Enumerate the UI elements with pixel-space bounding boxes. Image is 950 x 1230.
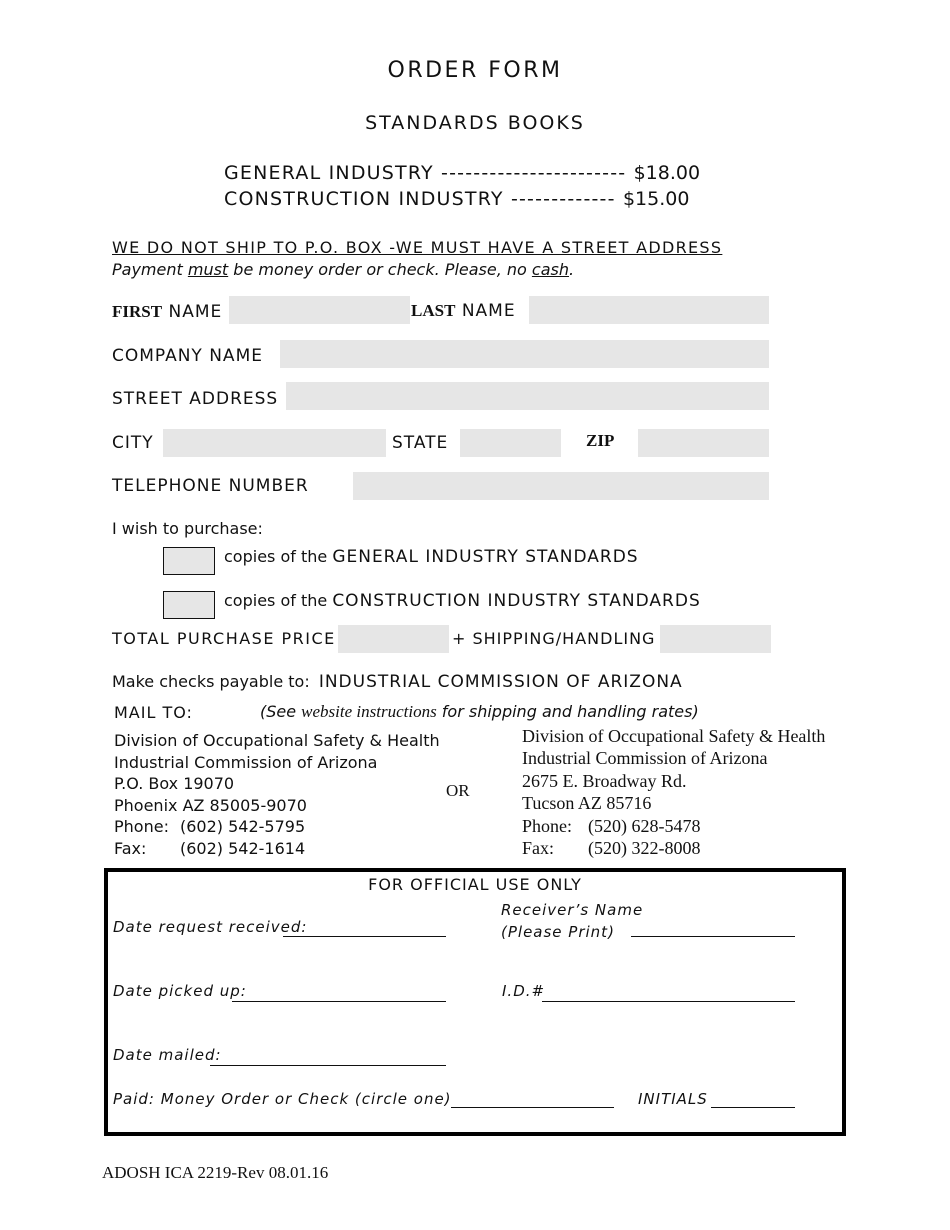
address-line: Industrial Commission of Arizona (522, 748, 768, 769)
date-picked-up-label: Date picked up: (113, 982, 247, 1000)
official-use-title: FOR OFFICIAL USE ONLY (368, 875, 582, 894)
shipping-handling-input[interactable] (660, 625, 771, 653)
total-price-input[interactable] (338, 625, 449, 653)
payable-label: Make checks payable to: (112, 672, 310, 691)
paid-label: Paid: Money Order or Check (circle one) (113, 1090, 452, 1108)
see-text: for shipping and handling rates) (436, 702, 699, 721)
zip-label: ZIP (586, 431, 615, 450)
tucson-address (522, 725, 825, 859)
payment-text: . (568, 260, 575, 279)
id-label: I.D.# (502, 982, 546, 1000)
address-line: Phoenix AZ 85005-9070 (114, 795, 307, 815)
initials-label: INITIALS (638, 1090, 708, 1108)
first-name-input[interactable] (229, 296, 410, 324)
shipping-notice: WE DO NOT SHIP TO P.O. BOX -WE MUST HAVE A STREET ADDRESS (112, 238, 723, 257)
phoenix-address (114, 730, 440, 860)
address-line: Industrial Commission of Arizona (114, 752, 378, 772)
date-received-line[interactable] (283, 936, 446, 937)
general-quantity-input[interactable] (163, 547, 215, 575)
copies-of-text: copies of the (224, 547, 333, 566)
payment-text: Payment (112, 260, 188, 279)
first-name-label (112, 302, 222, 322)
fax-line (522, 837, 825, 859)
construction-standards-text: CONSTRUCTION INDUSTRY STANDARDS (332, 591, 701, 611)
receiver-name-line[interactable] (631, 936, 795, 937)
copies-of-text: copies of the (224, 591, 333, 610)
last-bold: LAST (411, 301, 456, 320)
purchase-intro: I wish to purchase: (112, 519, 263, 538)
date-received-label: Date request received: (113, 918, 308, 936)
construction-copies-label (224, 591, 701, 611)
fax-value: (602) 542-1614 (180, 838, 306, 858)
address-line: P.O. Box 19070 (114, 774, 235, 794)
shipping-handling-label: + SHIPPING/HANDLING (452, 629, 656, 648)
address-line: Division of Occupational Safety & Health (522, 726, 826, 746)
telephone-label: TELEPHONE NUMBER (112, 476, 309, 496)
construction-quantity-input[interactable] (163, 591, 215, 619)
fax-label: Fax: (522, 838, 555, 859)
paid-line[interactable] (451, 1107, 614, 1108)
price-line-construction (224, 188, 689, 210)
phone-label: Phone: (114, 817, 169, 837)
form-id-footer: ADOSH ICA 2219-Rev 08.01.16 (102, 1163, 329, 1182)
last-rest: NAME (455, 301, 516, 321)
date-mailed-label: Date mailed: (113, 1046, 222, 1064)
city-input[interactable] (163, 429, 386, 457)
please-print-label: (Please Print) (501, 923, 615, 941)
date-mailed-line[interactable] (210, 1065, 446, 1066)
state-label: STATE (392, 433, 449, 453)
phone-value: (520) 628-5478 (588, 815, 701, 836)
street-address-input[interactable] (286, 382, 769, 410)
company-name-label: COMPANY NAME (112, 346, 263, 366)
address-line: Division of Occupational Safety & Health (114, 731, 440, 750)
payable-to-line (112, 672, 683, 692)
address-line: 2675 E. Broadway Rd. (522, 770, 687, 791)
phone-label: Phone: (522, 815, 573, 836)
receiver-name-label: Receiver’s Name (501, 901, 644, 919)
fax-label: Fax: (114, 838, 147, 858)
first-rest: NAME (162, 302, 223, 322)
mail-to-label: MAIL TO: (114, 703, 193, 722)
payment-cash: cash (531, 260, 569, 279)
phone-line (114, 816, 440, 838)
form-subtitle: STANDARDS BOOKS (365, 112, 585, 134)
date-picked-up-line[interactable] (232, 1001, 446, 1002)
payment-text: be money order or check. Please, no (228, 260, 532, 279)
state-input[interactable] (460, 429, 561, 457)
total-price-label: TOTAL PURCHASE PRICE (112, 629, 336, 648)
first-bold: FIRST (112, 302, 163, 321)
phone-value: (602) 542-5795 (180, 817, 306, 837)
website-instructions-note (260, 702, 699, 722)
payment-must: must (187, 260, 229, 279)
price-label: GENERAL INDUSTRY ----------------------- (224, 162, 627, 184)
telephone-input[interactable] (353, 472, 769, 500)
initials-line[interactable] (711, 1107, 795, 1108)
price-line-general (224, 162, 700, 184)
price-value: $15.00 (622, 188, 690, 210)
website-text: website instructions (301, 702, 437, 721)
zip-input[interactable] (638, 429, 769, 457)
last-name-label (411, 301, 516, 321)
company-name-input[interactable] (280, 340, 769, 368)
general-copies-label (224, 547, 639, 567)
payment-notice (112, 260, 574, 279)
fax-line (114, 838, 440, 860)
last-name-input[interactable] (529, 296, 769, 324)
or-separator: OR (446, 781, 470, 800)
id-line[interactable] (542, 1001, 795, 1002)
general-standards-text: GENERAL INDUSTRY STANDARDS (332, 547, 639, 567)
price-value: $18.00 (633, 162, 701, 184)
price-label: CONSTRUCTION INDUSTRY ------------- (224, 188, 616, 210)
address-line: Tucson AZ 85716 (522, 793, 652, 814)
payable-name: INDUSTRIAL COMMISSION OF ARIZONA (318, 672, 683, 692)
city-label: CITY (112, 433, 154, 453)
street-address-label: STREET ADDRESS (112, 389, 279, 409)
fax-value: (520) 322-8008 (588, 838, 701, 859)
form-title: ORDER FORM (387, 58, 563, 83)
phone-line (522, 815, 825, 837)
see-text: (See (260, 702, 302, 721)
